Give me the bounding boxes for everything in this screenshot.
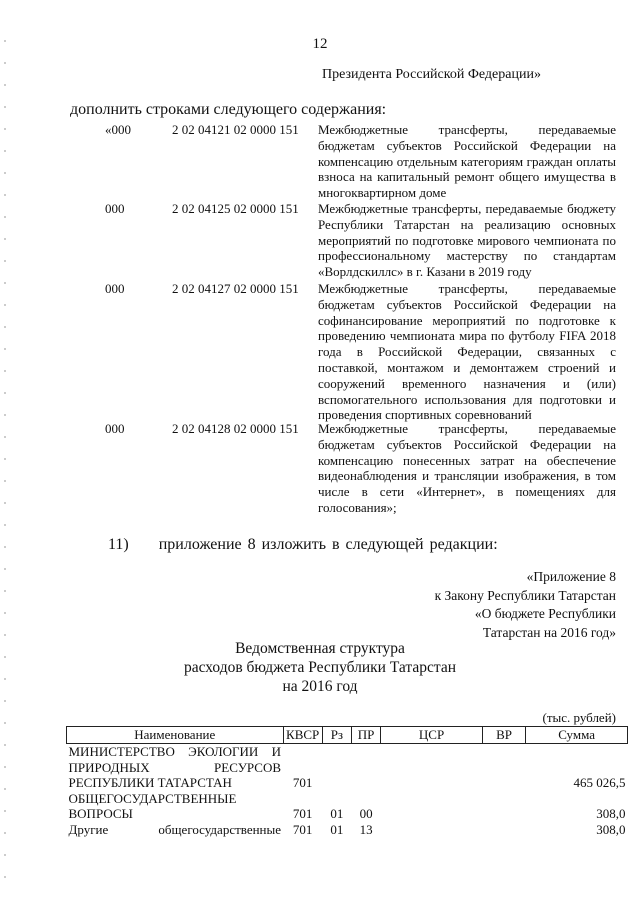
title-line: расходов бюджета Республики Татарстан — [183, 659, 457, 676]
cell-name — [67, 744, 284, 791]
row-description: Межбюджетные трансферты, передаваемые бюджетам субъектов Российской Федерации на софинансирование мероприятий по подготовке к проведению чемпионата мира по футболу FIFA 2018 года в Российской Федерации, связанных с поставкой, монтажом и демонтажем строений и сооружений временного назначения и (или) вспомогательного использования для подготовки и проведения спортивных соревнований — [318, 281, 616, 423]
binding-margin-marks — [4, 40, 6, 880]
row-description: Межбюджетные трансферты, передаваемые бюджету Республики Татарстан на реализацию основных мероприятий по подготовке мирового чемпионата по профессиональному мастерству по стандартам «Ворлдскиллс» в г. Казани в 2019 году — [318, 201, 616, 280]
cell-name-line: ОБЩЕГОСУДАРСТВЕННЫЕ — [68, 790, 237, 806]
row-code-income: 2 02 04128 02 0000 151 — [172, 421, 299, 436]
appendix-line: к Закону Республики Татарстан — [434, 587, 616, 603]
header-csr: ЦСР — [381, 727, 483, 744]
item-11-text: приложение 8 изложить в следующей редакции: — [158, 536, 498, 553]
cell-vr — [482, 791, 525, 822]
cell-sum: 308,0 — [596, 821, 626, 837]
units-label: (тыс. рублей) — [542, 710, 616, 725]
cell-sum: 308,0 — [596, 806, 626, 821]
item-11-number: 11) — [108, 536, 129, 553]
row-code-income: 2 02 04127 02 0000 151 — [172, 281, 299, 296]
cell-name-line: РЕСПУБЛИКИ ТАТАРСТАН — [68, 775, 232, 790]
header-sum: Сумма — [526, 727, 628, 744]
cell-pr: 00 — [359, 806, 373, 821]
cell-name — [67, 791, 284, 822]
table-row — [67, 791, 628, 822]
cell-csr — [381, 791, 483, 822]
header-kvsr: КВСР — [283, 727, 322, 744]
page-number: 12 — [312, 36, 328, 52]
row-code-admin: 000 — [105, 201, 125, 216]
row-code-admin: «000 — [105, 122, 131, 137]
appendix-line: «Приложение 8 — [526, 569, 616, 584]
cell-pr — [352, 744, 381, 791]
header-rz: Рз — [322, 727, 351, 744]
appendix-line: Татарстан на 2016 год» — [482, 624, 616, 640]
table-row — [67, 822, 628, 838]
cell-vr — [482, 744, 525, 791]
title-line: Ведомственная структура — [235, 640, 405, 657]
appendix-line: «О бюджете Республики — [474, 606, 616, 621]
cell-kvsr: 701 — [292, 806, 313, 821]
cell-name-line: МИНИСТЕРСТВО ЭКОЛОГИИ И — [68, 744, 282, 759]
row-description: Межбюджетные трансферты, передаваемые бюджетам субъектов Российской Федерации на компенсацию понесенных затрат на обеспечение видеонаблюдения и трансляции изображения, в том числе в сети «Интернет», в помещениях для голосования»; — [318, 421, 616, 515]
cell-kvsr: 701 — [292, 821, 313, 837]
row-code-income: 2 02 04125 02 0000 151 — [172, 201, 299, 216]
cell-rz: 01 — [330, 821, 344, 837]
row-description: Межбюджетные трансферты, передаваемые бюджетам субъектов Российской Федерации на компенсацию отдельным категориям граждан оплаты взноса на капитальный ремонт общего имущества в многоквартирном доме — [318, 122, 616, 201]
table-row — [67, 744, 628, 791]
header-name: Наименование — [67, 727, 284, 744]
intro-text: дополнить строками следующего содержания: — [70, 101, 387, 118]
cell-name-line: Другие общегосударственные — [68, 821, 282, 837]
table-header-row — [67, 727, 628, 744]
row-code-admin: 000 — [105, 281, 125, 296]
expenditure-table — [66, 726, 628, 837]
document-title — [0, 639, 640, 696]
row-code-admin: 000 — [105, 421, 125, 436]
cell-rz: 01 — [330, 806, 344, 821]
cell-pr: 13 — [359, 821, 373, 837]
cell-name-line: ПРИРОДНЫХ РЕСУРСОВ — [68, 759, 282, 775]
cell-rz — [322, 744, 351, 791]
appendix-reference — [435, 568, 616, 642]
row-code-income: 2 02 04121 02 0000 151 — [172, 122, 299, 137]
cell-sum: 465 026,5 — [573, 775, 626, 790]
cell-csr — [381, 744, 483, 791]
header-pr: ПР — [352, 727, 381, 744]
cell-kvsr: 701 — [292, 775, 313, 790]
cell-name — [67, 822, 284, 838]
cell-vr — [482, 822, 525, 838]
title-line: на 2016 год — [282, 678, 358, 695]
header-vr: ВР — [482, 727, 525, 744]
cell-csr — [381, 822, 483, 838]
item-11 — [108, 536, 498, 554]
header-continuation: Президента Российской Федерации» — [322, 67, 541, 82]
cell-name-line: ВОПРОСЫ — [68, 806, 133, 821]
